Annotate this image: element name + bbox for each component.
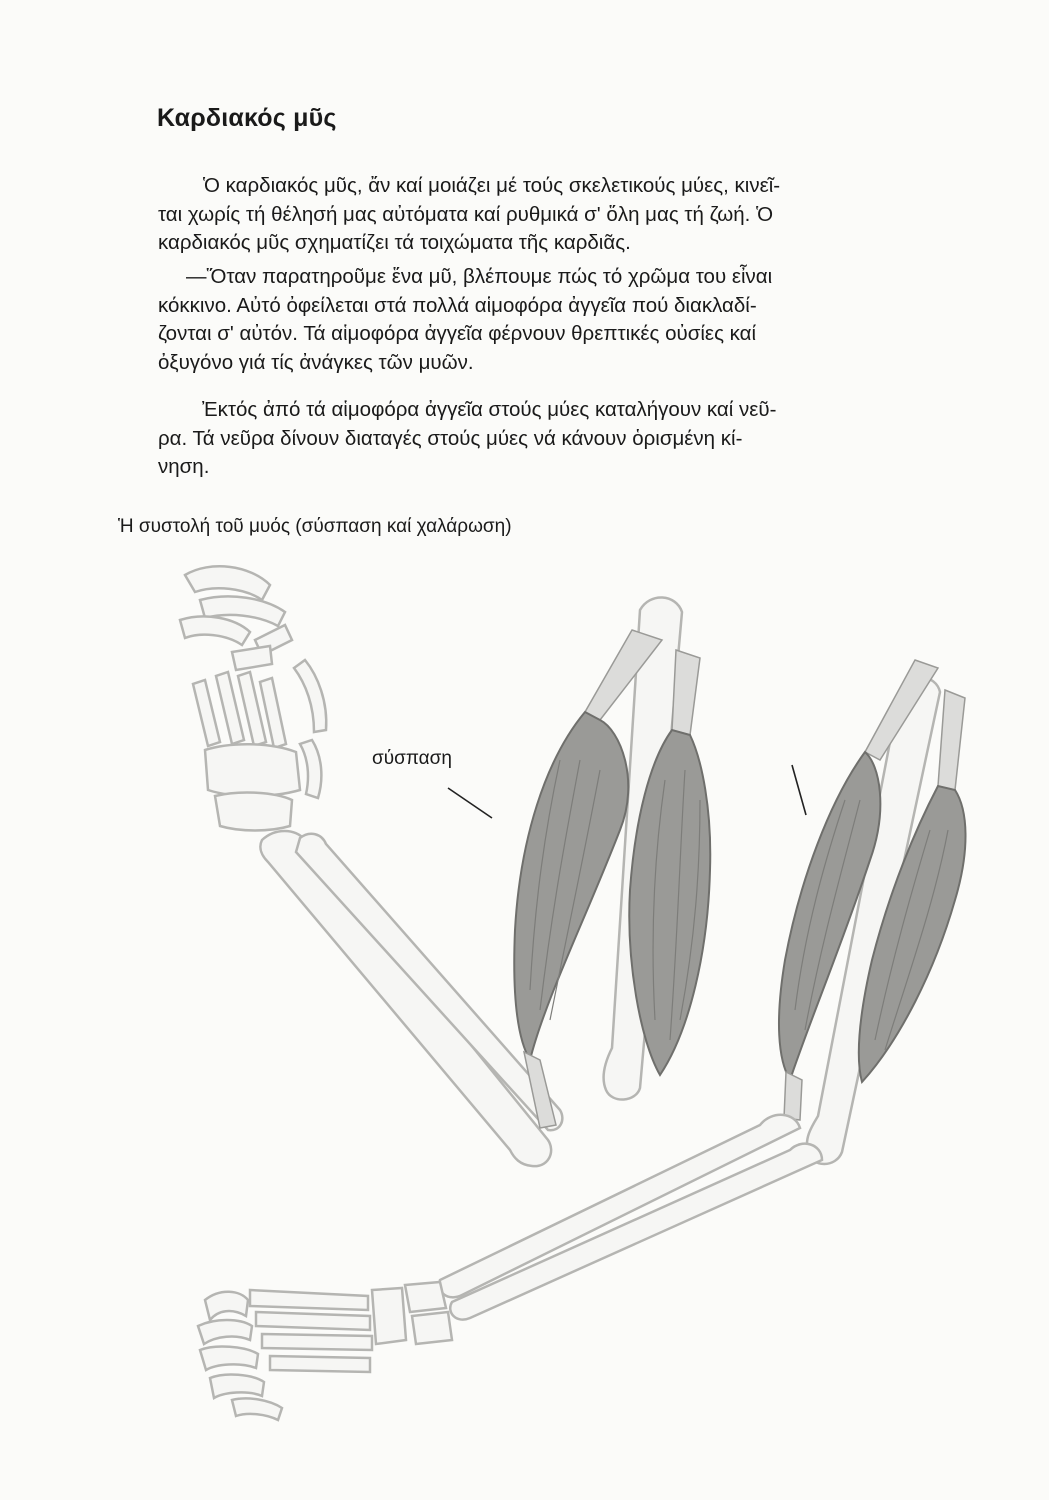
paragraph-line: ὀξυγόνο γιά τίς ἀνάγκες τῶν μυῶν. bbox=[158, 350, 474, 374]
paragraph-line: ζονται σ' αὐτόν. Τά αἱμοφόρα ἀγγεῖα φέρνουν θρεπτικές οὐσίες καί bbox=[158, 322, 757, 345]
paragraph-line: ρα. Τά νεῦρα δίνουν διαταγές στούς μύες νά κάνουν ὁρισμένη κί- bbox=[158, 426, 743, 450]
label-pointer-line bbox=[792, 765, 806, 815]
figure-caption: Ἡ συστολή τοῦ μυός (σύσπαση καί χαλάρωση) bbox=[118, 516, 512, 537]
paragraph-line: —Ὅταν παρατηροῦμε ἕνα μῦ, βλέπουμε πώς τό χρῶμα του εἶναι bbox=[186, 265, 773, 288]
paragraph-line: νηση. bbox=[158, 455, 210, 478]
paragraph-line: Ὁ καρδιακός μῦς, ἄν καί μοιάζει μέ τούς σκελετικούς μύες, κινεῖ- bbox=[203, 174, 781, 197]
figure-label: σύσπαση bbox=[372, 748, 452, 769]
section-heading: Καρδιακός μῦς bbox=[157, 104, 337, 132]
left-hand-bones bbox=[180, 566, 326, 830]
paragraph-line: κόκκινο. Αὐτό ὀφείλεται στά πολλά αἱμοφόρα ἀγγεῖα πού διακλαδί- bbox=[158, 293, 757, 317]
paragraph-line: καρδιακός μῦς σχηματίζει τά τοιχώματα τῆς καρδιᾶς. bbox=[158, 231, 631, 254]
right-forearm-bones bbox=[439, 1115, 822, 1320]
paragraph-line: ται χωρίς τή θέλησή μας αὐτόματα καί ρυθμικά σ' ὅλη μας τή ζωή. Ὁ bbox=[158, 202, 774, 226]
right-hand-bones bbox=[198, 1282, 452, 1420]
paragraph-line: Ἐκτός ἀπό τά αἱμοφόρα ἀγγεῖα στούς μύες καταλήγουν καί νεῦ- bbox=[202, 398, 777, 421]
label-pointer-line bbox=[448, 788, 492, 818]
